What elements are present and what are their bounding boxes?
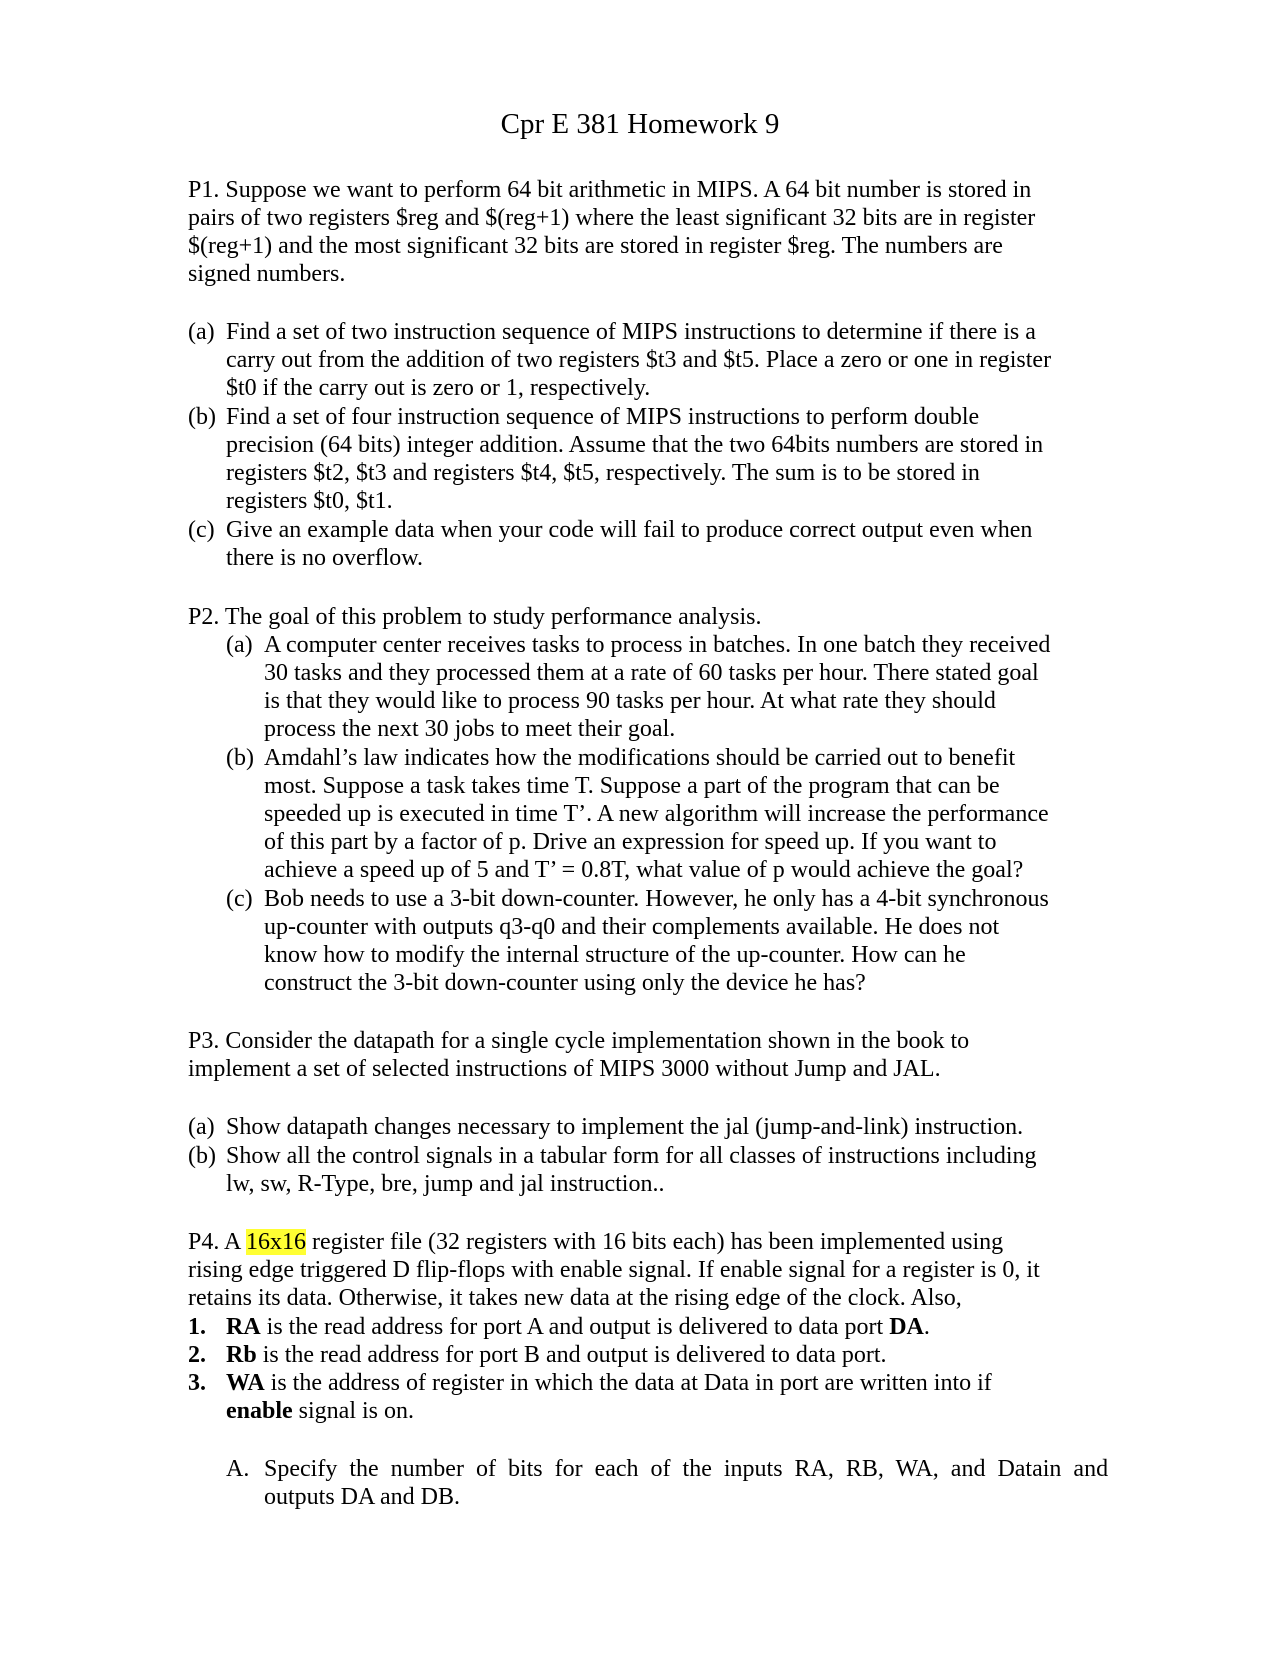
p2b-line-3: speeded up is executed in time T’. A new algorithm will increase the performance <box>264 801 1049 827</box>
p1c-line-2: there is no overflow. <box>226 545 424 571</box>
p1-intro-line-2: pairs of two registers $reg and $(reg+1) where the least significant 32 bits are in register <box>188 205 1036 231</box>
p4-item-3-number: 3. <box>188 1370 206 1396</box>
p2c-line-2: up-counter with outputs q3-q0 and their complements available. He does not <box>264 914 1000 940</box>
p2a-line-4: process the next 30 jobs to meet their goal. <box>264 716 676 742</box>
p2c-label: (c) <box>226 886 253 912</box>
p4A-line-2: outputs DA and DB. <box>264 1484 461 1510</box>
p1-intro-line-4: signed numbers. <box>188 261 346 287</box>
p4-intro-line-2: rising edge triggered D flip-flops with enable signal. If enable signal for a register is 0, it <box>188 1257 1040 1283</box>
p2b-line-5: achieve a speed up of 5 and T’ = 0.8T, what value of p would achieve the goal? <box>264 857 1024 883</box>
p3b-line-1: Show all the control signals in a tabular form for all classes of instructions including <box>226 1143 1037 1169</box>
p4-item-3 <box>226 1369 992 1397</box>
p4-item-3-text: is the address of register in which the data at Data in port are written into if <box>264 1370 992 1396</box>
p2b-line-4: of this part by a factor of p. Drive an expression for speed up. If you want to <box>264 829 997 855</box>
p1a-line-2: carry out from the addition of two registers $t3 and $t5. Place a zero or one in register <box>226 347 1052 373</box>
p2b-label: (b) <box>226 745 254 771</box>
p1b-line-2: precision (64 bits) integer addition. Assume that the two 64bits numbers are stored in <box>226 432 1044 458</box>
p4-item-3-line-2-text: signal is on. <box>292 1398 415 1424</box>
p2c-line-1: Bob needs to use a 3-bit down-counter. However, he only has a 4-bit synchronous <box>264 886 1049 912</box>
p2b-line-1: Amdahl’s law indicates how the modifications should be carried out to benefit <box>264 745 1016 771</box>
p2-intro: P2. The goal of this problem to study performance analysis. <box>188 604 762 630</box>
p1-intro-line-3: $(reg+1) and the most significant 32 bits are stored in register $reg. The numbers are <box>188 233 1003 259</box>
p4-item-1-term: RA <box>226 1314 261 1340</box>
p4-item-3-line-2 <box>226 1397 414 1425</box>
p1a-label: (a) <box>188 319 215 345</box>
p4-item-3-term: WA <box>226 1370 265 1396</box>
p1c-label: (c) <box>188 517 215 543</box>
page-title: Cpr E 381 Homework 9 <box>500 108 780 140</box>
p4-intro-line-1 <box>188 1228 1003 1256</box>
p4-item-1-text: is the read address for port A and output is delivered to data port <box>260 1314 890 1340</box>
p1a-line-3: $t0 if the carry out is zero or 1, respectively. <box>226 375 651 401</box>
p2c-line-4: construct the 3-bit down-counter using only the device he has? <box>264 970 866 996</box>
p2c-line-3: know how to modify the internal structure of the up-counter. How can he <box>264 942 966 968</box>
highlighted-text: 16x16 <box>246 1229 307 1255</box>
p4-intro-rest: register file (32 registers with 16 bits each) has been implemented using <box>306 1229 1004 1255</box>
p4-item-1 <box>226 1313 930 1341</box>
p4A-label: A. <box>226 1456 250 1482</box>
p2a-line-2: 30 tasks and they processed them at a rate of 60 tasks per hour. There stated goal <box>264 660 1039 686</box>
p4-item-1-term2: DA <box>889 1314 924 1340</box>
p3-intro-line-1: P3. Consider the datapath for a single cycle implementation shown in the book to <box>188 1028 970 1054</box>
p4-item-2-text: is the read address for port B and output is delivered to data port. <box>256 1342 887 1368</box>
p1b-line-3: registers $t2, $t3 and registers $t4, $t5, respectively. The sum is to be stored in <box>226 460 980 486</box>
p1b-line-4: registers $t0, $t1. <box>226 488 393 514</box>
p4-item-1-number: 1. <box>188 1314 206 1340</box>
p4-intro-prefix: P4. A <box>188 1229 247 1255</box>
p4A-line-1: Specify the number of bits for each of the inputs RA, RB, WA, and Datain and <box>264 1456 1109 1482</box>
p1a-line-1: Find a set of two instruction sequence of MIPS instructions to determine if there is a <box>226 319 1036 345</box>
p1-intro-line-1: P1. Suppose we want to perform 64 bit arithmetic in MIPS. A 64 bit number is stored in <box>188 177 1032 203</box>
p3a-label: (a) <box>188 1114 215 1140</box>
p4-item-2-term: Rb <box>226 1342 257 1368</box>
p1c-line-1: Give an example data when your code will fail to produce correct output even when <box>226 517 1033 543</box>
p4-item-1-tail: . <box>923 1314 930 1340</box>
p1b-label: (b) <box>188 404 216 430</box>
p3a-line-1: Show datapath changes necessary to implement the jal (jump-and-link) instruction. <box>226 1114 1024 1140</box>
p4-item-2 <box>226 1341 887 1369</box>
p3b-line-2: lw, sw, R-Type, bre, jump and jal instruction.. <box>226 1171 665 1197</box>
p1b-line-1: Find a set of four instruction sequence of MIPS instructions to perform double <box>226 404 980 430</box>
p2a-line-1: A computer center receives tasks to process in batches. In one batch they received <box>264 632 1051 658</box>
p3-intro-line-2: implement a set of selected instructions of MIPS 3000 without Jump and JAL. <box>188 1056 941 1082</box>
p3b-label: (b) <box>188 1143 216 1169</box>
p2a-label: (a) <box>226 632 253 658</box>
p2b-line-2: most. Suppose a task takes time T. Suppose a part of the program that can be <box>264 773 1000 799</box>
p4-intro-line-3: retains its data. Otherwise, it takes new data at the rising edge of the clock. Also, <box>188 1285 962 1311</box>
p2a-line-3: is that they would like to process 90 tasks per hour. At what rate they should <box>264 688 996 714</box>
p4-item-2-number: 2. <box>188 1342 206 1368</box>
p4-item-3-term2: enable <box>226 1398 293 1424</box>
